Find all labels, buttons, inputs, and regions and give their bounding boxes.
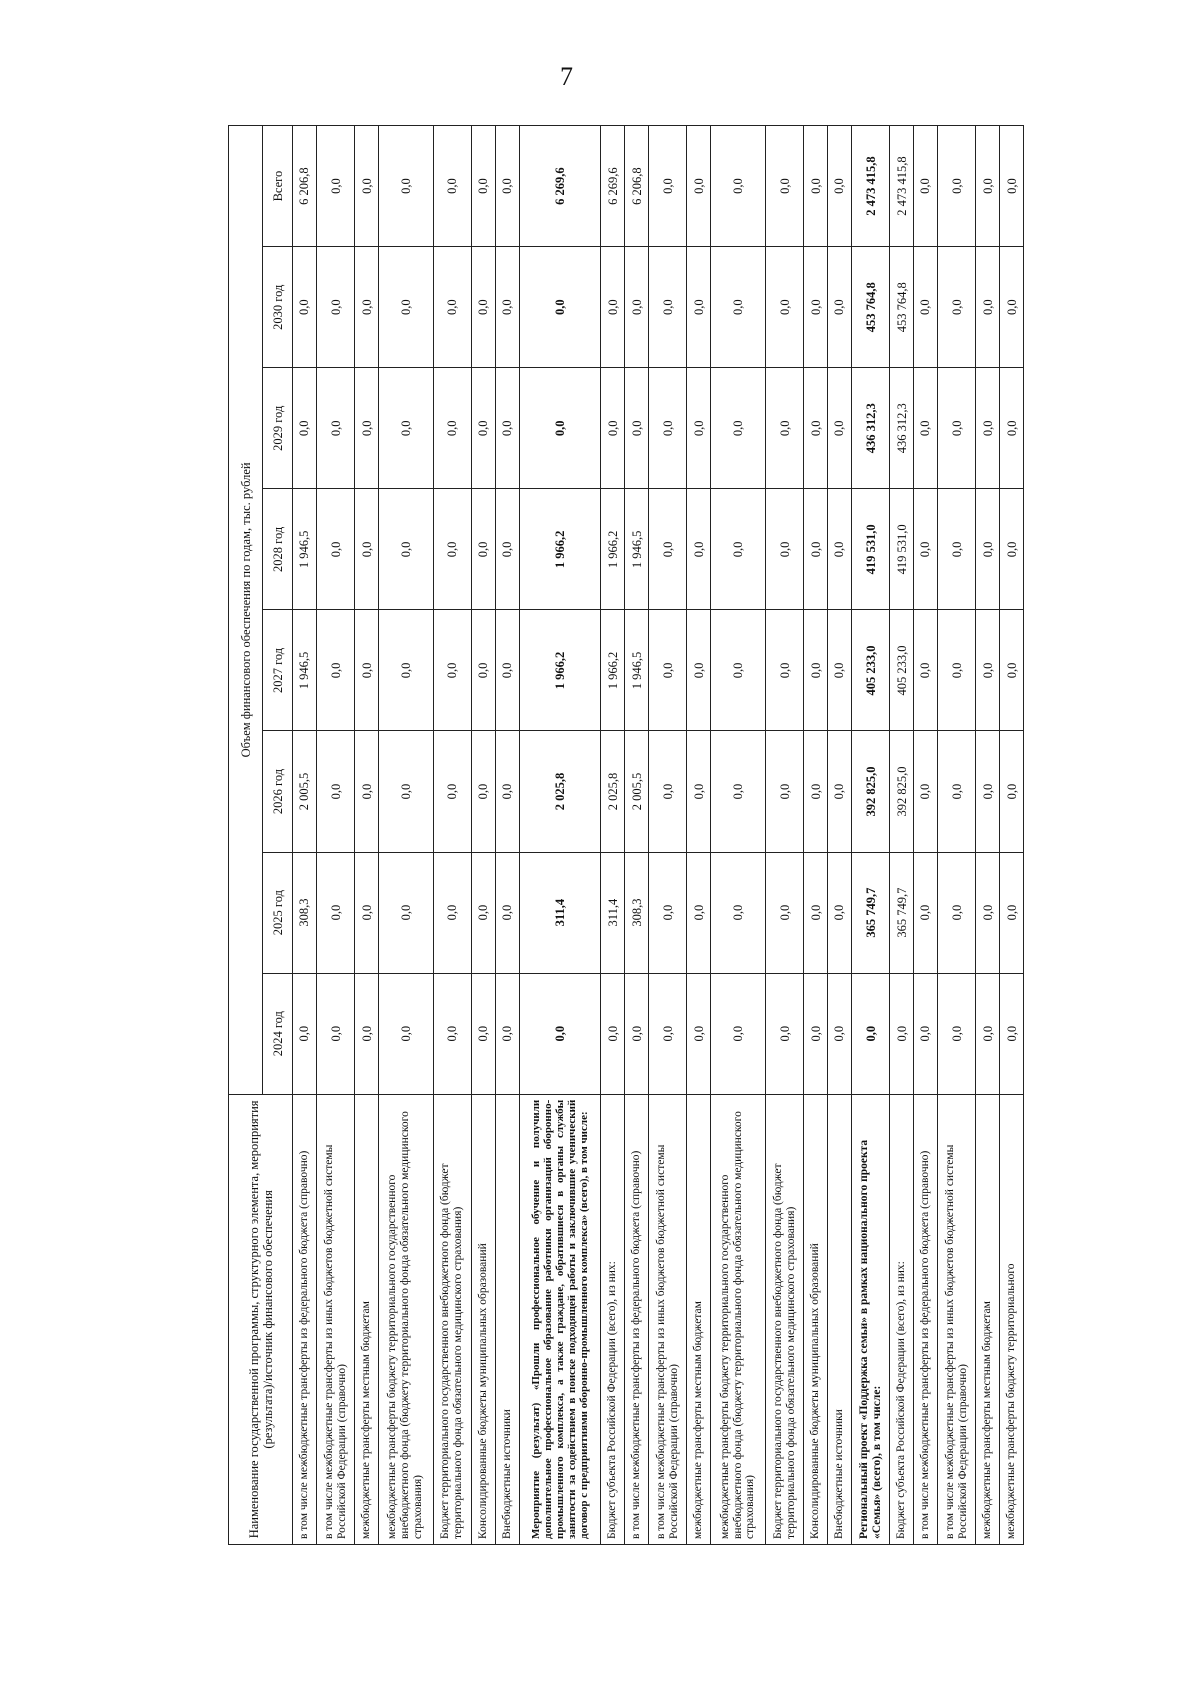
table-row — [937, 126, 975, 1545]
value-cell: 0,0 — [355, 852, 379, 973]
value-cell: 0,0 — [765, 489, 803, 610]
table-row — [649, 126, 687, 1545]
row-label-cell: Региональный проект «Поддержка семьи» в рамках национального проекта «Семья» (всего), в том числе: — [851, 1094, 889, 1544]
value-cell: 436 312,3 — [851, 368, 889, 489]
year-header-cell: 2029 год — [263, 368, 293, 489]
value-cell: 0,0 — [711, 610, 766, 731]
table-row — [472, 126, 496, 1545]
value-cell: 0,0 — [601, 247, 625, 368]
value-cell: 0,0 — [687, 610, 711, 731]
value-cell: 0,0 — [355, 731, 379, 852]
value-cell: 0,0 — [1000, 368, 1024, 489]
value-cell: 311,4 — [601, 852, 625, 973]
value-cell: 0,0 — [765, 126, 803, 247]
value-cell: 0,0 — [472, 610, 496, 731]
value-cell: 1 966,2 — [601, 610, 625, 731]
value-cell: 0,0 — [828, 489, 852, 610]
value-cell: 0,0 — [976, 247, 1000, 368]
value-cell: 0,0 — [804, 731, 828, 852]
value-cell: 6 206,8 — [293, 126, 317, 247]
value-cell: 0,0 — [804, 973, 828, 1094]
value-cell: 0,0 — [379, 610, 434, 731]
value-cell: 0,0 — [495, 731, 519, 852]
value-cell: 0,0 — [379, 973, 434, 1094]
row-label-cell: Бюджет территориального государственного внебюджетного фонда (бюджет территориального фонда обязательного медицинского страхования) — [433, 1094, 471, 1544]
value-cell: 392 825,0 — [890, 731, 914, 852]
value-cell: 0,0 — [804, 247, 828, 368]
value-cell: 0,0 — [914, 973, 938, 1094]
value-cell: 1 946,5 — [625, 610, 649, 731]
value-cell: 0,0 — [914, 731, 938, 852]
value-cell: 0,0 — [649, 731, 687, 852]
value-cell: 0,0 — [625, 973, 649, 1094]
value-cell: 0,0 — [828, 731, 852, 852]
value-cell: 0,0 — [355, 489, 379, 610]
value-cell: 0,0 — [649, 126, 687, 247]
value-cell: 0,0 — [828, 852, 852, 973]
value-cell: 0,0 — [379, 852, 434, 973]
value-cell: 0,0 — [1000, 852, 1024, 973]
value-cell: 1 966,2 — [519, 610, 601, 731]
value-cell: 0,0 — [433, 731, 471, 852]
row-label-cell: в том числе межбюджетные трансферты из федерального бюджета (справочно) — [293, 1094, 317, 1544]
value-cell: 453 764,8 — [851, 247, 889, 368]
value-cell: 0,0 — [433, 489, 471, 610]
value-cell: 2 473 415,8 — [851, 126, 889, 247]
value-cell: 0,0 — [293, 247, 317, 368]
value-cell: 0,0 — [765, 610, 803, 731]
value-cell: 0,0 — [379, 368, 434, 489]
value-cell: 1 966,2 — [601, 489, 625, 610]
value-cell: 0,0 — [1000, 973, 1024, 1094]
row-label-cell: межбюджетные трансферты бюджету территориального государственного внебюджетного фонда (бюджету территориального фонда обязательного медицинского страхования) — [711, 1094, 766, 1544]
value-cell: 0,0 — [379, 489, 434, 610]
year-header-cell: 2025 год — [263, 852, 293, 973]
table-row — [1000, 126, 1024, 1545]
value-cell: 0,0 — [293, 973, 317, 1094]
value-cell: 0,0 — [711, 973, 766, 1094]
rotated-table-container — [228, 125, 1024, 1545]
page-number: 7 — [560, 62, 573, 91]
table-row — [828, 126, 852, 1545]
value-cell: 0,0 — [765, 852, 803, 973]
value-cell: 2 025,8 — [601, 731, 625, 852]
value-cell: 0,0 — [1000, 731, 1024, 852]
year-header-cell: 2028 год — [263, 489, 293, 610]
value-cell: 0,0 — [804, 852, 828, 973]
value-cell: 0,0 — [711, 368, 766, 489]
value-cell: 0,0 — [937, 247, 975, 368]
value-cell: 0,0 — [316, 489, 354, 610]
financing-table — [228, 125, 1024, 1545]
value-cell: 0,0 — [433, 852, 471, 973]
value-cell: 0,0 — [765, 731, 803, 852]
value-cell: 0,0 — [433, 126, 471, 247]
value-cell: 0,0 — [495, 610, 519, 731]
value-cell: 0,0 — [976, 731, 1000, 852]
value-cell: 0,0 — [495, 973, 519, 1094]
row-label-cell: Внебюджетные источники — [828, 1094, 852, 1544]
row-label-cell: в том числе межбюджетные трансферты из иных бюджетов бюджетной системы Российской Федерации (справочно) — [937, 1094, 975, 1544]
value-cell: 0,0 — [804, 368, 828, 489]
row-label-cell: межбюджетные трансферты местным бюджетам — [976, 1094, 1000, 1544]
table-row — [379, 126, 434, 1545]
value-cell: 0,0 — [472, 973, 496, 1094]
value-cell: 0,0 — [472, 731, 496, 852]
value-cell: 0,0 — [379, 126, 434, 247]
value-cell: 0,0 — [828, 126, 852, 247]
value-cell: 0,0 — [625, 247, 649, 368]
value-cell: 392 825,0 — [851, 731, 889, 852]
value-cell: 0,0 — [687, 368, 711, 489]
year-header-cell: 2024 год — [263, 973, 293, 1094]
value-cell: 0,0 — [828, 368, 852, 489]
value-cell: 0,0 — [976, 610, 1000, 731]
table-row — [625, 126, 649, 1545]
value-cell: 2 005,5 — [625, 731, 649, 852]
value-cell: 0,0 — [316, 368, 354, 489]
value-cell: 0,0 — [649, 610, 687, 731]
value-cell: 0,0 — [828, 973, 852, 1094]
value-cell: 0,0 — [379, 731, 434, 852]
row-label-cell: Бюджет субъекта Российской Федерации (всего), из них: — [601, 1094, 625, 1544]
value-cell: 0,0 — [937, 489, 975, 610]
value-cell: 0,0 — [433, 973, 471, 1094]
table-row — [976, 126, 1000, 1545]
value-cell: 0,0 — [765, 368, 803, 489]
value-cell: 0,0 — [472, 489, 496, 610]
value-cell: 0,0 — [765, 973, 803, 1094]
value-cell: 0,0 — [379, 247, 434, 368]
value-cell: 0,0 — [316, 610, 354, 731]
row-label-cell: Внебюджетные источники — [495, 1094, 519, 1544]
value-cell: 0,0 — [433, 368, 471, 489]
value-cell: 0,0 — [687, 731, 711, 852]
value-cell: 0,0 — [711, 247, 766, 368]
row-label-cell: в том числе межбюджетные трансферты из федерального бюджета (справочно) — [625, 1094, 649, 1544]
value-cell: 0,0 — [495, 489, 519, 610]
table-row — [914, 126, 938, 1545]
value-cell: 0,0 — [711, 489, 766, 610]
value-cell: 0,0 — [828, 247, 852, 368]
value-cell: 0,0 — [601, 368, 625, 489]
value-cell: 0,0 — [937, 731, 975, 852]
value-cell: 2 005,5 — [293, 731, 317, 852]
table-row — [355, 126, 379, 1545]
value-cell: 0,0 — [914, 247, 938, 368]
value-cell: 0,0 — [519, 247, 601, 368]
value-cell: 0,0 — [472, 852, 496, 973]
table-row — [711, 126, 766, 1545]
value-cell: 0,0 — [495, 368, 519, 489]
year-header-cell: 2027 год — [263, 610, 293, 731]
value-cell: 2 025,8 — [519, 731, 601, 852]
value-cell: 0,0 — [1000, 247, 1024, 368]
table-row — [601, 126, 625, 1545]
value-cell: 0,0 — [649, 973, 687, 1094]
row-label-cell: межбюджетные трансферты местным бюджетам — [355, 1094, 379, 1544]
value-cell: 0,0 — [316, 731, 354, 852]
value-cell: 0,0 — [355, 126, 379, 247]
value-cell: 0,0 — [976, 852, 1000, 973]
value-cell: 0,0 — [687, 126, 711, 247]
value-cell: 0,0 — [976, 126, 1000, 247]
value-cell: 0,0 — [976, 368, 1000, 489]
value-cell: 1 966,2 — [519, 489, 601, 610]
table-row — [293, 126, 317, 1545]
table-row — [316, 126, 354, 1545]
value-cell: 0,0 — [472, 247, 496, 368]
value-cell: 0,0 — [937, 368, 975, 489]
row-label-cell: Мероприятие (результат) «Прошли профессиональное обучение и получили дополнительное профессиональное образование работники организаций оборонно-промышленного комплекса, а также граждане, обратившиеся в органы службы занятости за содействием в поиске подходящей работы и заключившие ученический договор с предприятиями оборонно-промышленного комплекса» (всего), в том числе: — [519, 1094, 601, 1544]
value-cell: 0,0 — [649, 247, 687, 368]
value-cell: 0,0 — [433, 247, 471, 368]
value-cell: 0,0 — [495, 126, 519, 247]
row-label-cell: межбюджетные трансферты бюджету территориального — [1000, 1094, 1024, 1544]
row-label-cell: Бюджет территориального государственного внебюджетного фонда (бюджет территориального фонда обязательного медицинского страхования) — [765, 1094, 803, 1544]
value-cell: 419 531,0 — [890, 489, 914, 610]
value-cell: 0,0 — [937, 973, 975, 1094]
row-label-cell: межбюджетные трансферты бюджету территориального государственного внебюджетного фонда (бюджету территориального фонда обязательного медицинского страхования) — [379, 1094, 434, 1544]
value-cell: 0,0 — [472, 368, 496, 489]
value-cell: 6 269,6 — [519, 126, 601, 247]
row-label-cell: межбюджетные трансферты местным бюджетам — [687, 1094, 711, 1544]
value-cell: 0,0 — [625, 368, 649, 489]
value-cell: 0,0 — [293, 368, 317, 489]
value-cell: 0,0 — [355, 247, 379, 368]
year-header-cell: 2030 год — [263, 247, 293, 368]
table-row — [495, 126, 519, 1545]
value-cell: 311,4 — [519, 852, 601, 973]
value-cell: 0,0 — [472, 126, 496, 247]
value-cell: 1 946,5 — [293, 610, 317, 731]
table-row — [519, 126, 601, 1545]
value-cell: 0,0 — [914, 852, 938, 973]
value-cell: 0,0 — [316, 852, 354, 973]
header-name-cell: Наименование государственной программы, структурного элемента, мероприятия (результата)/источник финансового обеспечения — [229, 1094, 293, 1544]
value-cell: 0,0 — [890, 973, 914, 1094]
value-cell: 1 946,5 — [293, 489, 317, 610]
value-cell: 365 749,7 — [851, 852, 889, 973]
value-cell: 6 206,8 — [625, 126, 649, 247]
value-cell: 0,0 — [649, 368, 687, 489]
table-row — [687, 126, 711, 1545]
value-cell: 0,0 — [804, 489, 828, 610]
value-cell: 0,0 — [519, 368, 601, 489]
value-cell: 0,0 — [649, 852, 687, 973]
value-cell: 0,0 — [649, 489, 687, 610]
value-cell: 405 233,0 — [851, 610, 889, 731]
value-cell: 0,0 — [914, 489, 938, 610]
value-cell: 0,0 — [687, 489, 711, 610]
value-cell: 0,0 — [316, 247, 354, 368]
table-row — [804, 126, 828, 1545]
row-label-cell: в том числе межбюджетные трансферты из иных бюджетов бюджетной системы Российской Федерации (справочно) — [649, 1094, 687, 1544]
value-cell: 0,0 — [711, 731, 766, 852]
value-cell: 0,0 — [495, 247, 519, 368]
value-cell: 0,0 — [687, 973, 711, 1094]
table-row — [433, 126, 471, 1545]
value-cell: 0,0 — [1000, 610, 1024, 731]
value-cell: 0,0 — [316, 973, 354, 1094]
value-cell: 0,0 — [1000, 489, 1024, 610]
row-label-cell: в том числе межбюджетные трансферты из федерального бюджета (справочно) — [914, 1094, 938, 1544]
year-header-cell: Всего — [263, 126, 293, 247]
value-cell: 0,0 — [519, 973, 601, 1094]
value-cell: 1 946,5 — [625, 489, 649, 610]
header-volume-cell: Объем финансового обеспечения по годам, тыс. рублей — [229, 126, 263, 1095]
value-cell: 0,0 — [828, 610, 852, 731]
value-cell: 0,0 — [687, 247, 711, 368]
value-cell: 308,3 — [625, 852, 649, 973]
value-cell: 0,0 — [711, 126, 766, 247]
value-cell: 308,3 — [293, 852, 317, 973]
table-row — [851, 126, 889, 1545]
row-label-cell: Консолидированные бюджеты муниципальных образований — [472, 1094, 496, 1544]
table-row — [765, 126, 803, 1545]
value-cell: 365 749,7 — [890, 852, 914, 973]
value-cell: 0,0 — [804, 126, 828, 247]
value-cell: 0,0 — [851, 973, 889, 1094]
value-cell: 0,0 — [1000, 126, 1024, 247]
value-cell: 0,0 — [914, 368, 938, 489]
value-cell: 0,0 — [937, 610, 975, 731]
value-cell: 0,0 — [937, 852, 975, 973]
row-label-cell: в том числе межбюджетные трансферты из иных бюджетов бюджетной системы Российской Федерации (справочно) — [316, 1094, 354, 1544]
value-cell: 0,0 — [804, 610, 828, 731]
value-cell: 0,0 — [914, 126, 938, 247]
value-cell: 0,0 — [355, 610, 379, 731]
value-cell: 0,0 — [687, 852, 711, 973]
value-cell: 0,0 — [601, 973, 625, 1094]
row-label-cell: Бюджет субъекта Российской Федерации (всего), из них: — [890, 1094, 914, 1544]
value-cell: 0,0 — [355, 973, 379, 1094]
value-cell: 436 312,3 — [890, 368, 914, 489]
value-cell: 0,0 — [433, 610, 471, 731]
value-cell: 0,0 — [495, 852, 519, 973]
table-row — [890, 126, 914, 1545]
value-cell: 405 233,0 — [890, 610, 914, 731]
value-cell: 0,0 — [937, 126, 975, 247]
value-cell: 0,0 — [711, 852, 766, 973]
value-cell: 2 473 415,8 — [890, 126, 914, 247]
value-cell: 0,0 — [765, 247, 803, 368]
value-cell: 0,0 — [976, 489, 1000, 610]
value-cell: 0,0 — [976, 973, 1000, 1094]
value-cell: 419 531,0 — [851, 489, 889, 610]
value-cell: 0,0 — [914, 610, 938, 731]
value-cell: 0,0 — [316, 126, 354, 247]
value-cell: 0,0 — [355, 368, 379, 489]
value-cell: 6 269,6 — [601, 126, 625, 247]
year-header-cell: 2026 год — [263, 731, 293, 852]
value-cell: 453 764,8 — [890, 247, 914, 368]
row-label-cell: Консолидированные бюджеты муниципальных образований — [804, 1094, 828, 1544]
